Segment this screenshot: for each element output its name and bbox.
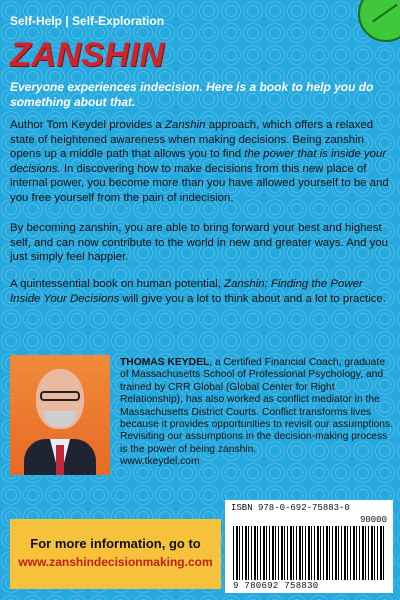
description-paragraph-2: By becoming zanshin, you are able to bring forward your best and highest self, and can now contribute to the world in new and greater ways. And you just simply feel happier. xyxy=(10,222,389,264)
author-bio xyxy=(120,357,393,469)
p3-book-title: Zanshin: Finding the Power Inside Your Decisions xyxy=(10,278,363,305)
leaf-icon xyxy=(358,0,400,42)
p1-text-a: Author Tom Keydel provides a xyxy=(10,119,165,131)
p1-text-emphasis: the power that is inside your decisions. xyxy=(10,148,387,175)
category-label: Self-Help | Self-Exploration xyxy=(10,14,165,28)
p3-text-a: A quintessential book on human potential, xyxy=(10,278,225,290)
p1-text-e: In discovering how to make decisions from this new place of internal power, you become more than you have allowed yourself to be and you free yourself from the pain of indecision. xyxy=(10,162,389,204)
barcode-number: 9 780692 758830 xyxy=(233,581,319,591)
more-info-box xyxy=(10,519,221,589)
price-code: 90000 xyxy=(359,515,387,525)
p1-text-c: approach, which offers a relaxed state of heightened awareness when making decisions. Being zanshin opens up a middle path that allows you to find xyxy=(10,119,374,161)
tagline: Everyone experiences indecision. Here is a book to help you do something about that. xyxy=(10,80,374,109)
author-website: www.tkeydel.com xyxy=(120,456,200,468)
more-info-label: For more information, go to xyxy=(30,536,201,551)
barcode-bars xyxy=(233,526,385,580)
book-title: ZANSHIN xyxy=(10,36,165,74)
isbn-number: ISBN 978-0-692-75883-0 xyxy=(231,503,350,513)
more-info-url[interactable]: www.zanshindecisionmaking.com xyxy=(18,555,213,569)
isbn-barcode xyxy=(225,500,393,593)
author-name: THOMAS KEYDEL xyxy=(120,357,210,368)
description-paragraph-3 xyxy=(10,277,392,306)
description-paragraph-1 xyxy=(10,118,392,206)
p1-text-zanshin: Zanshin xyxy=(164,119,206,131)
p3-text-c: will give you a lot to think about and a lot to practice. xyxy=(119,292,386,305)
author-photo xyxy=(10,355,110,475)
author-bio-text: , a Certified Financial Coach, graduate of Massachusetts School of Professional Psychology, and trained by CRR Global (Global Center for Right Relationship), has also worked as conflict mediator in the Massachusetts District Courts. Conflict transforms lives because it provides opportunities to revisit our assumptions. Revisiting our assumptions in the decision-making process is the power of being zanshin. xyxy=(120,357,394,455)
